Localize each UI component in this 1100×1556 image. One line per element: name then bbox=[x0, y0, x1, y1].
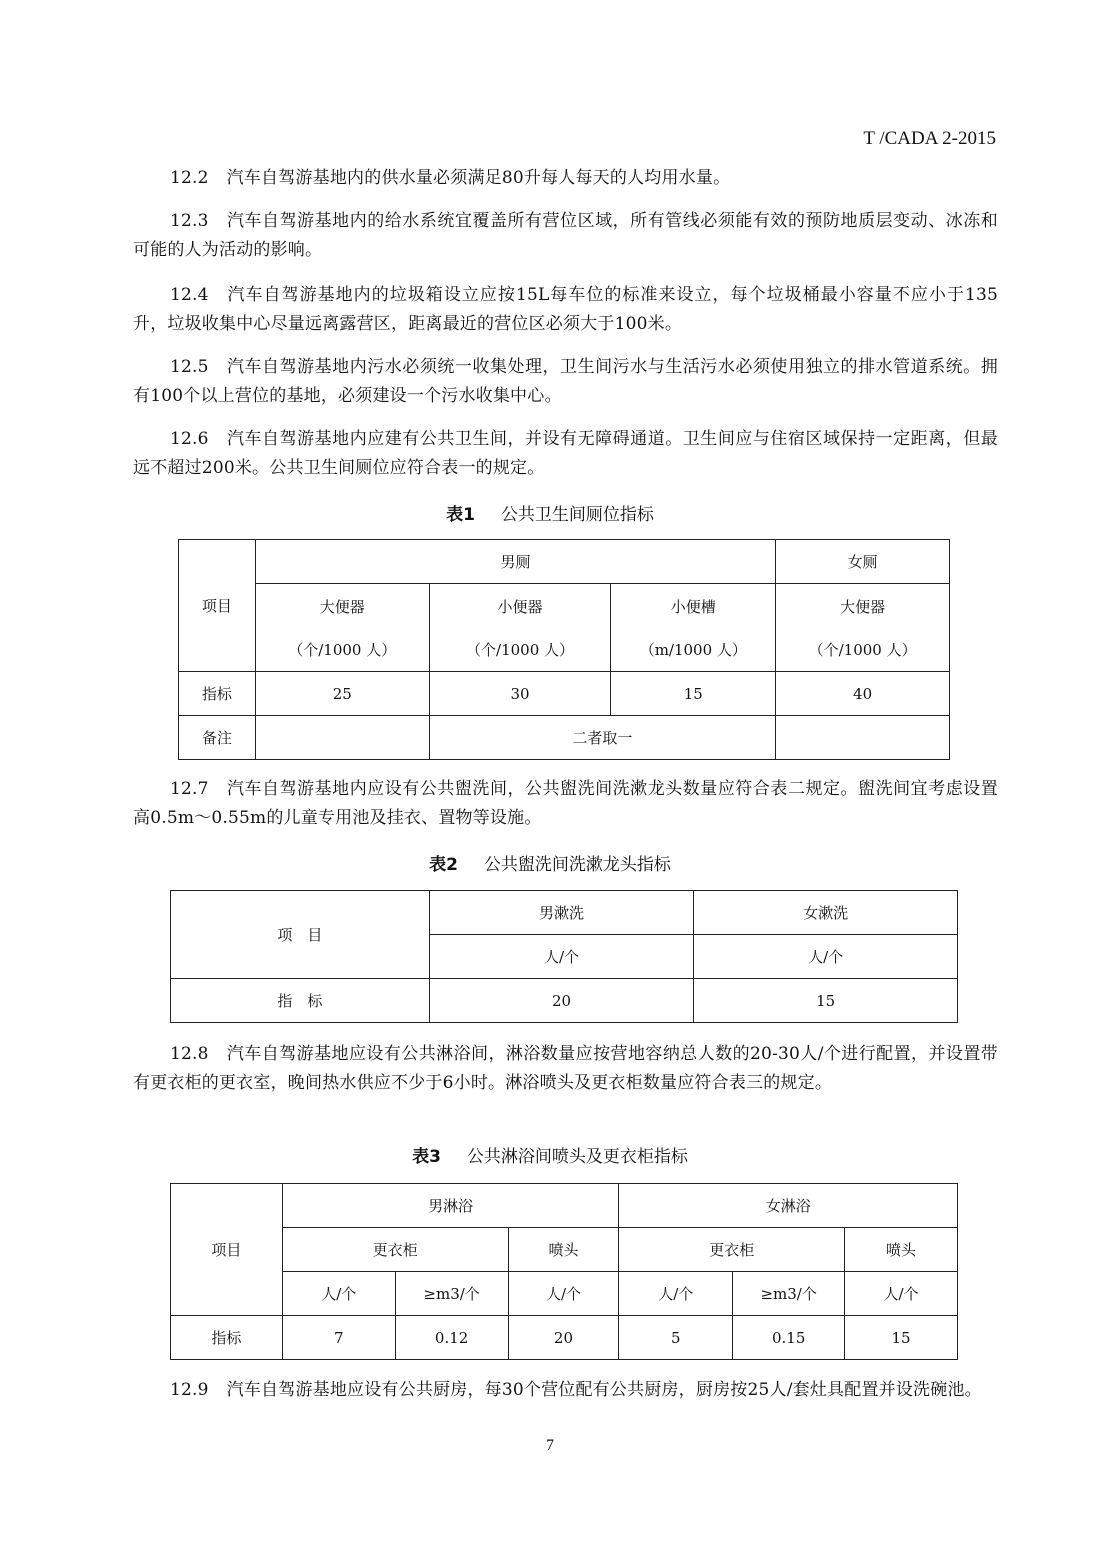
table-cell: 15 bbox=[845, 1316, 958, 1360]
col-unit: （个/1000 人） bbox=[808, 640, 917, 659]
table1-caption bbox=[0, 500, 1100, 525]
table-cell: 5 bbox=[619, 1316, 733, 1360]
table3-caption-title: 公共淋浴间喷头及更衣柜指标 bbox=[466, 1147, 688, 1167]
table1-item-header: 项目 bbox=[179, 540, 256, 672]
table-cell: 40 bbox=[776, 672, 950, 716]
table1-col2 bbox=[429, 584, 611, 672]
paragraph-12-3 bbox=[133, 207, 998, 264]
col-name: 大便器 bbox=[840, 597, 886, 616]
table3-unit: 人/个 bbox=[282, 1272, 395, 1316]
table-cell: 15 bbox=[611, 672, 776, 716]
table1-caption-label: 表1 bbox=[446, 505, 475, 525]
table-cell bbox=[255, 716, 429, 760]
table1-row-index-label: 指标 bbox=[179, 672, 256, 716]
clause-text: 汽车自驾游基地内污水必须统一收集处理，卫生间污水与生活污水必须使用独立的排水管道系统。拥有100个以上营位的基地，必须建设一个污水收集中心。 bbox=[133, 357, 998, 406]
table3-shower-lockers bbox=[170, 1183, 958, 1360]
col-name: 小便槽 bbox=[670, 597, 716, 616]
table-cell: 7 bbox=[282, 1316, 395, 1360]
clause-number: 12.3 bbox=[170, 211, 209, 231]
col-unit: （个/1000 人） bbox=[466, 640, 575, 659]
clause-text: 汽车自驾游基地内应建有公共卫生间，并设有无障碍通道。卫生间应与住宿区域保持一定距离，但最远不超过200米。公共卫生间厕位应符合表一的规定。 bbox=[133, 429, 998, 478]
table-cell: 20 bbox=[429, 979, 694, 1023]
table3-caption bbox=[0, 1142, 1100, 1167]
table1-note-text: 二者取一 bbox=[429, 716, 776, 760]
table2-item-header: 项 目 bbox=[171, 891, 430, 979]
table-cell: 15 bbox=[694, 979, 958, 1023]
standard-code: T /CADA 2-2015 bbox=[863, 128, 996, 149]
table2-male-header: 男漱洗 bbox=[429, 891, 694, 935]
clause-number: 12.7 bbox=[170, 779, 209, 799]
clause-number: 12.9 bbox=[170, 1380, 209, 1400]
table1-col4 bbox=[776, 584, 950, 672]
table1-male-header: 男厕 bbox=[255, 540, 775, 584]
table2-male-unit: 人/个 bbox=[429, 935, 694, 979]
table3-male-shower: 喷头 bbox=[508, 1228, 619, 1272]
table-cell: 0.12 bbox=[395, 1316, 508, 1360]
table2-washbasin-taps bbox=[170, 890, 958, 1023]
paragraph-12-7 bbox=[133, 775, 998, 832]
table3-male-header: 男淋浴 bbox=[282, 1184, 619, 1228]
clause-text: 汽车自驾游基地内的给水系统宜覆盖所有营位区域，所有管线必须能有效的预防地质层变动、冰冻和可能的人为活动的影响。 bbox=[133, 211, 998, 260]
clause-text: 汽车自驾游基地内的供水量必须满足80升每人每天的人均用水量。 bbox=[226, 168, 731, 188]
clause-number: 12.4 bbox=[170, 285, 209, 305]
table1-caption-title: 公共卫生间厕位指标 bbox=[500, 505, 654, 525]
col-unit: （m/1000 人） bbox=[639, 640, 747, 659]
paragraph-12-8 bbox=[133, 1040, 998, 1097]
table3-unit: ≥m3/个 bbox=[733, 1272, 845, 1316]
table3-male-locker: 更衣柜 bbox=[282, 1228, 508, 1272]
table1-toilet-stalls bbox=[178, 539, 950, 760]
table3-caption-label: 表3 bbox=[412, 1147, 441, 1167]
table-cell: 20 bbox=[508, 1316, 619, 1360]
table-cell bbox=[776, 716, 950, 760]
table2-female-header: 女漱洗 bbox=[694, 891, 958, 935]
clause-text: 汽车自驾游基地应设有公共厨房，每30个营位配有公共厨房，厨房按25人/套灶具配置并设洗碗池。 bbox=[226, 1380, 982, 1400]
table3-female-locker: 更衣柜 bbox=[619, 1228, 845, 1272]
table-cell: 25 bbox=[255, 672, 429, 716]
table3-unit: 人/个 bbox=[508, 1272, 619, 1316]
table2-caption-label: 表2 bbox=[429, 855, 458, 875]
clause-number: 12.2 bbox=[170, 168, 209, 188]
col-name: 大便器 bbox=[319, 597, 365, 616]
table3-female-header: 女淋浴 bbox=[619, 1184, 958, 1228]
table3-unit: 人/个 bbox=[845, 1272, 958, 1316]
table2-caption bbox=[0, 850, 1100, 875]
table-cell: 0.15 bbox=[733, 1316, 845, 1360]
table2-row-index-label: 指 标 bbox=[171, 979, 430, 1023]
table3-row-index-label: 指标 bbox=[171, 1316, 283, 1360]
table2-female-unit: 人/个 bbox=[694, 935, 958, 979]
paragraph-12-9 bbox=[133, 1376, 998, 1405]
paragraph-12-5 bbox=[133, 353, 998, 410]
table1-row-note-label: 备注 bbox=[179, 716, 256, 760]
table3-unit: ≥m3/个 bbox=[395, 1272, 508, 1316]
clause-text: 汽车自驾游基地内应设有公共盥洗间，公共盥洗间洗漱龙头数量应符合表二规定。盥洗间宜考虑设置高0.5m～0.55m的儿童专用池及挂衣、置物等设施。 bbox=[133, 779, 998, 828]
table3-item-header: 项目 bbox=[171, 1184, 283, 1316]
paragraph-12-4 bbox=[133, 281, 998, 338]
table3-unit: 人/个 bbox=[619, 1272, 733, 1316]
table3-female-shower: 喷头 bbox=[845, 1228, 958, 1272]
table1-col1 bbox=[255, 584, 429, 672]
paragraph-12-6 bbox=[133, 425, 998, 482]
page-number: 7 bbox=[546, 1437, 554, 1454]
col-unit: （个/1000 人） bbox=[288, 640, 397, 659]
clause-number: 12.8 bbox=[170, 1044, 209, 1064]
table2-caption-title: 公共盥洗间洗漱龙头指标 bbox=[483, 855, 671, 875]
clause-text: 汽车自驾游基地应设有公共淋浴间，淋浴数量应按营地容纳总人数的20-30人/个进行配置，并设置带有更衣柜的更衣室，晚间热水供应不少于6小时。淋浴喷头及更衣柜数量应符合表三的规定。 bbox=[133, 1044, 998, 1093]
table1-col3 bbox=[611, 584, 776, 672]
table1-female-header: 女厕 bbox=[776, 540, 950, 584]
clause-number: 12.6 bbox=[170, 429, 209, 449]
paragraph-12-2 bbox=[133, 164, 998, 193]
table-cell: 30 bbox=[429, 672, 611, 716]
clause-text: 汽车自驾游基地内的垃圾箱设立应按15L每车位的标准来设立，每个垃圾桶最小容量不应小于135升，垃圾收集中心尽量远离露营区，距离最近的营位区必须大于100米。 bbox=[133, 285, 998, 334]
col-name: 小便器 bbox=[497, 597, 543, 616]
clause-number: 12.5 bbox=[170, 357, 209, 377]
